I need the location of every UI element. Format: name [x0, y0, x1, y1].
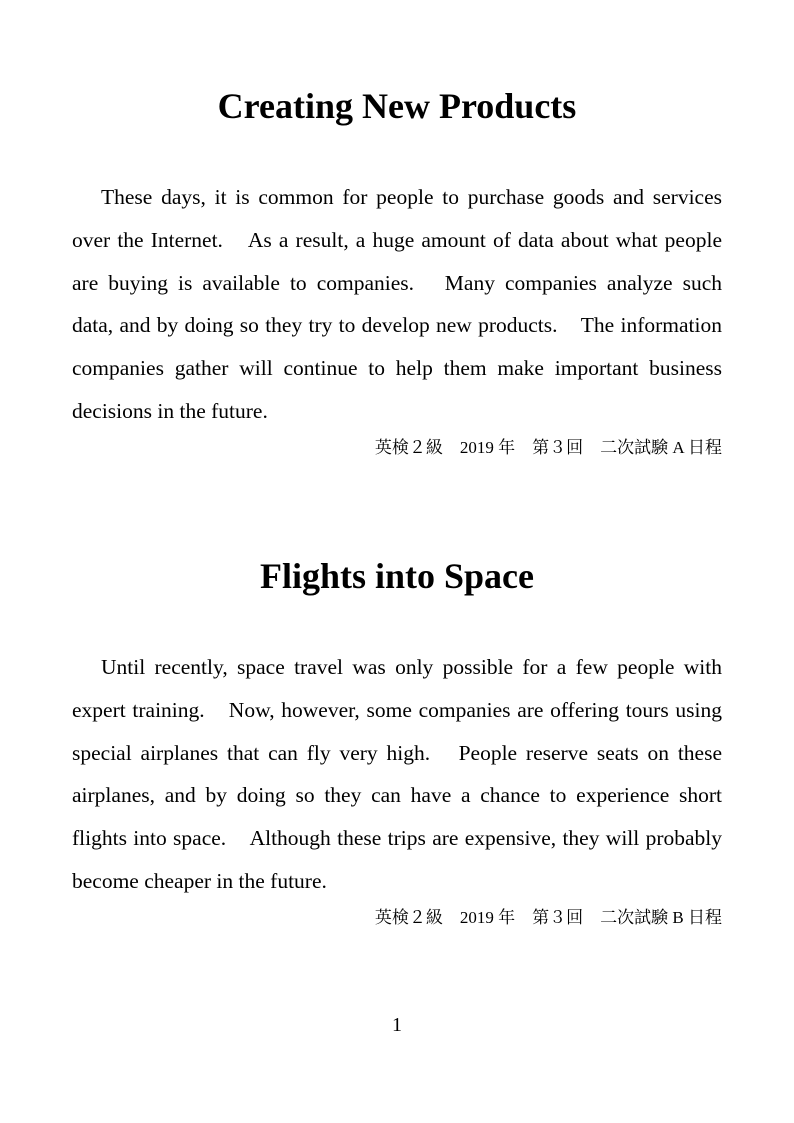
passage-source: 英検２級 2019 年 第３回 二次試験 B 日程: [374, 907, 722, 927]
passage-creating-new-products: [72, 84, 722, 461]
passage-flights-into-space: [72, 554, 722, 931]
passage-title: Creating New Products: [217, 86, 577, 126]
passage-title: Flights into Space: [259, 556, 535, 596]
passage-source: 英検２級 2019 年 第３回 二次試験 A 日程: [374, 437, 722, 457]
passage-body: Until recently, space travel was only possible for a few people with expert training. Now, however, some companies are offering tours using special airplanes that can fly very high. People reserve seats on these airplanes, and by doing so they can have a chance to experience short flights into space. Although these trips are expensive, they will probably become cheaper in the future.: [72, 655, 722, 893]
page-number: 1: [392, 1014, 402, 1036]
passage-body: These days, it is common for people to purchase goods and services over the Internet. As a result, a huge amount of data about what people are buying is available to companies. Many companies analyze such data, and by doing so they try to develop new products. The information companies gather will continue to help them make important business decisions in the future.: [72, 185, 722, 423]
